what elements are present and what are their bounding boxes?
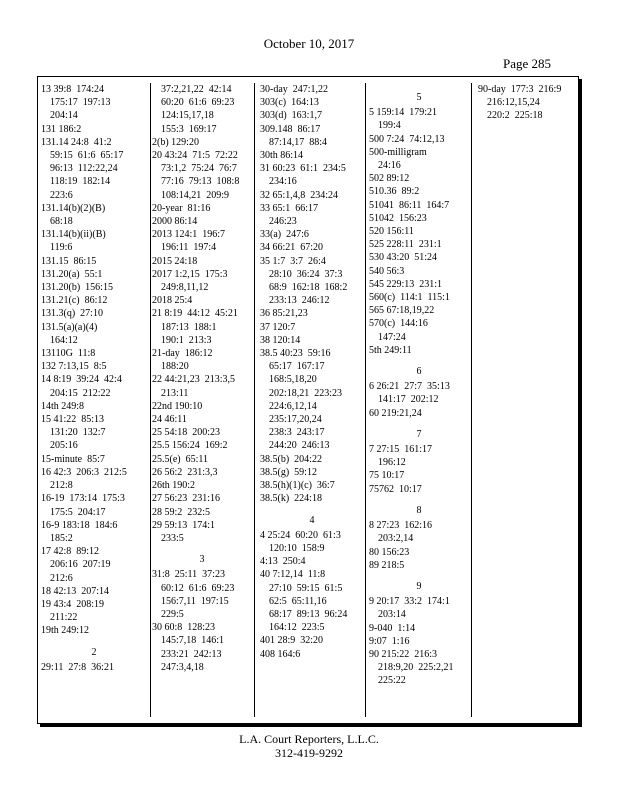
index-entry bbox=[41, 413, 147, 453]
index-entry-term: 75762 10:17 bbox=[369, 483, 422, 495]
court-reporter-name: L.A. Court Reporters, L.L.C. bbox=[239, 732, 379, 746]
index-entry bbox=[260, 162, 364, 188]
index-entry-term: 560(c) 114:1 115:1 bbox=[369, 292, 450, 304]
index-entry-term: 2(b) 129:20 bbox=[152, 136, 199, 148]
index-entry bbox=[369, 225, 469, 238]
index-entry-pages: 206:16 207:19 bbox=[50, 559, 111, 571]
index-entry bbox=[260, 228, 364, 241]
index-entry bbox=[369, 546, 469, 559]
index-entry-pages: 196:11 197:4 bbox=[161, 242, 217, 254]
index-entry-term: 19th 249:12 bbox=[41, 625, 90, 637]
index-entry bbox=[369, 622, 469, 635]
index-entry bbox=[152, 83, 252, 136]
letter-heading: 5 bbox=[416, 92, 422, 103]
index-entry-pages: 187:13 188:1 bbox=[161, 321, 217, 333]
index-entry bbox=[41, 123, 147, 136]
index-entry-pages: 28:10 36:24 37:3 bbox=[269, 268, 343, 280]
index-entry bbox=[369, 407, 469, 420]
index-column-3 bbox=[260, 83, 364, 661]
index-entry-term: 21-day 186:12 bbox=[152, 348, 213, 360]
index-entry bbox=[260, 96, 364, 109]
index-entry-term: 408 164:6 bbox=[260, 648, 301, 660]
index-entry-term: 22 44:21,23 213:3,5 bbox=[152, 374, 236, 386]
index-frame bbox=[37, 76, 579, 724]
index-entry-term: 510.36 89:2 bbox=[369, 186, 420, 198]
index-entry-term: 545 229:13 231:1 bbox=[369, 278, 443, 290]
index-entry-term: 500 7:24 74:12,13 bbox=[369, 133, 445, 145]
index-entry-term: 2017 1:2,15 175:3 bbox=[152, 268, 228, 280]
index-entry bbox=[369, 265, 469, 278]
index-entry-pages: 175:5 204:17 bbox=[50, 506, 106, 518]
index-entry-term: 530 43:20 51:24 bbox=[369, 252, 438, 264]
index-entry-term: 38 120:14 bbox=[260, 334, 301, 346]
index-entry bbox=[152, 307, 252, 347]
index-entry-term: 8 27:23 162:16 bbox=[369, 520, 433, 532]
index-entry-term: 16-19 173:14 175:3 bbox=[41, 493, 125, 505]
index-entry bbox=[260, 109, 364, 122]
index-entry-pages: 60:20 61:6 69:23 bbox=[161, 97, 235, 109]
index-entry-pages: 141:17 202:12 bbox=[378, 394, 439, 406]
index-entry-pages: 212:6 bbox=[50, 572, 73, 584]
index-entry-term: 16-9 183:18 184:6 bbox=[41, 519, 118, 531]
index-entry bbox=[369, 519, 469, 545]
index-entry bbox=[152, 453, 252, 466]
index-entry-term: 4:13 250:4 bbox=[260, 556, 306, 568]
index-entry-term: 33(a) 247:6 bbox=[260, 229, 309, 241]
index-entry-pages: 246:23 bbox=[269, 216, 297, 228]
index-entry-pages: 202:18,21 223:23 bbox=[269, 387, 343, 399]
index-entry bbox=[152, 347, 252, 373]
index-entry bbox=[41, 136, 147, 202]
column-divider bbox=[365, 83, 366, 717]
index-entry-term: 570(c) 144:16 bbox=[369, 318, 428, 330]
index-entry bbox=[41, 268, 147, 281]
index-entry-pages: 87:14,17 88:4 bbox=[269, 136, 328, 148]
index-entry-term: 21 8:19 44:12 45:21 bbox=[152, 308, 238, 320]
index-entry bbox=[41, 202, 147, 228]
index-entry-term: 20 43:24 71:5 72:22 bbox=[152, 150, 238, 162]
index-entry-term: 26th 190:2 bbox=[152, 480, 196, 492]
index-entry-term: 131.15 86:15 bbox=[41, 255, 97, 267]
index-entry bbox=[41, 83, 147, 123]
index-entry bbox=[369, 106, 469, 132]
index-entry-term: 90 215:22 216:3 bbox=[369, 648, 438, 660]
index-entry bbox=[260, 149, 364, 162]
index-entry-term: 16 42:3 206:3 212:5 bbox=[41, 466, 127, 478]
index-entry-pages: 164:12 bbox=[50, 334, 78, 346]
index-entry-term: 14th 249:8 bbox=[41, 400, 85, 412]
index-entry bbox=[369, 278, 469, 291]
index-entry bbox=[41, 624, 147, 637]
index-entry bbox=[41, 519, 147, 545]
index-entry bbox=[369, 304, 469, 317]
index-entry bbox=[478, 83, 578, 123]
index-entry bbox=[369, 648, 469, 688]
index-entry-pages: 204:14 bbox=[50, 110, 78, 122]
index-entry bbox=[260, 453, 364, 466]
index-entry-term: 30 60:8 128:23 bbox=[152, 622, 216, 634]
index-entry-term: 31:8 25:11 37:23 bbox=[152, 569, 225, 581]
index-entry-term: 15-minute 85:7 bbox=[41, 453, 105, 465]
index-entry bbox=[152, 506, 252, 519]
index-entry bbox=[369, 595, 469, 621]
index-entry bbox=[369, 344, 469, 357]
index-entry-pages: 213:11 bbox=[161, 387, 189, 399]
index-entry bbox=[369, 146, 469, 172]
index-entry-pages: 188:20 bbox=[161, 361, 189, 373]
index-entry-term: 25.5(e) 65:11 bbox=[152, 453, 209, 465]
index-entry-term: 131.14 24:8 41:2 bbox=[41, 136, 112, 148]
court-reporter-phone: 312-419-9292 bbox=[275, 746, 343, 760]
index-entry bbox=[152, 373, 252, 399]
index-entry-term: 26 56:2 231:3,3 bbox=[152, 466, 218, 478]
index-entry-term: 2018 25:4 bbox=[152, 295, 193, 307]
index-entry-term: 502 89:12 bbox=[369, 173, 410, 185]
index-entry-pages: 59:15 61:6 65:17 bbox=[50, 150, 124, 162]
index-entry-term: 33 65:1 66:17 bbox=[260, 202, 319, 214]
index-entry-pages: 185:2 bbox=[50, 532, 73, 544]
index-entry-pages: 65:17 167:17 bbox=[269, 361, 325, 373]
index-entry-term: 90-day 177:3 216:9 bbox=[478, 84, 562, 95]
index-entry bbox=[369, 185, 469, 198]
index-entry-term: 131.5(a)(a)(4) bbox=[41, 321, 98, 333]
index-entry-term: 9 20:17 33:2 174:1 bbox=[369, 596, 450, 608]
index-entry-pages: 247:3,4,18 bbox=[161, 661, 204, 673]
index-entry-term: 38.5(g) 59:12 bbox=[260, 466, 317, 478]
index-entry bbox=[41, 360, 147, 373]
index-entry-pages: 225:22 bbox=[378, 675, 406, 687]
index-entry bbox=[369, 469, 469, 482]
index-entry-pages: 108:14,21 209:9 bbox=[161, 189, 230, 201]
index-entry bbox=[369, 443, 469, 469]
index-entry bbox=[260, 634, 364, 647]
index-entry-pages: 168:5,18,20 bbox=[269, 374, 317, 386]
index-entry bbox=[369, 172, 469, 185]
index-entry-term: 17 42:8 89:12 bbox=[41, 546, 100, 558]
index-entry-term: 131.3(q) 27:10 bbox=[41, 308, 103, 320]
letter-heading: 8 bbox=[416, 504, 422, 516]
index-entry-term: 40 7:12,14 11:8 bbox=[260, 569, 326, 581]
index-entry-term: 38.5(h)(1)(c) 36:7 bbox=[260, 480, 335, 492]
index-entry bbox=[260, 492, 364, 505]
index-entry-term: 131.14(b)(ii)(B) bbox=[41, 229, 106, 241]
index-entry-term: 28 59:2 232:5 bbox=[152, 506, 211, 518]
index-entry bbox=[41, 307, 147, 320]
index-entry-term: 5 159:14 179:21 bbox=[369, 107, 438, 119]
index-entry-term: 4 25:24 60:20 61:3 bbox=[260, 529, 341, 541]
index-entry bbox=[369, 238, 469, 251]
index-entry bbox=[152, 621, 252, 674]
index-entry bbox=[260, 529, 364, 555]
index-entry bbox=[41, 255, 147, 268]
index-entry-term: 38.5 40:23 59:16 bbox=[260, 348, 331, 360]
index-entry-term: 540 56:3 bbox=[369, 265, 405, 277]
index-entry bbox=[260, 307, 364, 320]
index-entry-pages: 68:18 bbox=[50, 216, 73, 228]
index-entry bbox=[369, 559, 469, 572]
index-entry-term: 35 1:7 3:7 26:4 bbox=[260, 255, 326, 267]
index-entry bbox=[152, 136, 252, 149]
index-entry-pages: 118:19 182:14 bbox=[50, 176, 111, 188]
index-entry bbox=[41, 347, 147, 360]
index-entry bbox=[152, 568, 252, 621]
index-entry bbox=[369, 251, 469, 264]
index-entry bbox=[369, 199, 469, 212]
index-entry-pages: 234:16 bbox=[269, 176, 297, 188]
index-entry bbox=[260, 466, 364, 479]
index-entry-term: 565 67:18,19,22 bbox=[369, 305, 435, 317]
index-entry-term: 131 186:2 bbox=[41, 123, 82, 135]
index-entry-pages: 68:9 162:18 168:2 bbox=[269, 282, 348, 294]
index-entry-term: 131.20(a) 55:1 bbox=[41, 268, 103, 280]
index-entry-term: 131.20(b) 156:15 bbox=[41, 282, 113, 294]
index-entry bbox=[260, 479, 364, 492]
index-entry bbox=[260, 83, 364, 96]
index-entry-pages: 156:7,11 197:15 bbox=[161, 595, 229, 607]
column-divider bbox=[150, 83, 151, 717]
index-entry-term: 13110G 11:8 bbox=[41, 348, 96, 360]
index-entry-pages: 119:6 bbox=[50, 242, 73, 254]
index-entry-term: 13 39:8 174:24 bbox=[41, 84, 105, 95]
page-number: Page 285 bbox=[503, 56, 552, 71]
index-entry-term: 20-year 81:16 bbox=[152, 202, 211, 214]
index-entry-term: 2013 124:1 196:7 bbox=[152, 229, 226, 241]
index-entry-term: 9:07 1:16 bbox=[369, 635, 410, 647]
index-entry-term: 89 218:5 bbox=[369, 559, 405, 571]
index-entry-pages: 27:10 59:15 61:5 bbox=[269, 582, 343, 594]
index-entry-term: 25.5 156:24 169:2 bbox=[152, 440, 228, 452]
index-entry-pages: 203:14 bbox=[378, 609, 406, 621]
index-column-2 bbox=[152, 83, 252, 674]
letter-heading: 2 bbox=[91, 646, 97, 658]
index-entry-pages: 145:7,18 146:1 bbox=[161, 635, 225, 647]
index-entry-pages: 229:5 bbox=[161, 608, 184, 620]
index-entry-pages: 249:8,11,12 bbox=[161, 282, 209, 294]
index-entry bbox=[152, 479, 252, 492]
index-entry-term: 30-day 247:1,22 bbox=[260, 84, 329, 95]
index-entry bbox=[260, 347, 364, 453]
index-entry bbox=[260, 555, 364, 568]
index-entry bbox=[260, 321, 364, 334]
index-entry-pages: 155:3 169:17 bbox=[161, 123, 217, 135]
index-entry-term: 32 65:1,4,8 234:24 bbox=[260, 189, 339, 201]
index-entry-term: 29:11 27:8 36:21 bbox=[41, 661, 114, 673]
index-entry-pages: 218:9,20 225:2,21 bbox=[378, 662, 454, 674]
index-entry bbox=[152, 294, 252, 307]
index-entry bbox=[369, 317, 469, 343]
index-entry bbox=[369, 380, 469, 406]
index-entry-term: 2015 24:18 bbox=[152, 255, 198, 267]
index-entry bbox=[260, 255, 364, 308]
letter-heading: 3 bbox=[199, 554, 205, 566]
index-entry bbox=[41, 228, 147, 254]
index-entry-term: 132 7:13,15 8:5 bbox=[41, 361, 107, 373]
index-entry-term: 80 156:23 bbox=[369, 546, 410, 558]
index-entry bbox=[260, 189, 364, 202]
index-entry-pages: 204:15 212:22 bbox=[50, 387, 111, 399]
index-entry-pages: 124:15,17,18 bbox=[161, 110, 214, 122]
index-column-1 bbox=[41, 83, 147, 674]
index-entry-pages: 233:21 242:13 bbox=[161, 648, 222, 660]
letter-heading: 7 bbox=[416, 428, 422, 440]
index-entry bbox=[369, 483, 469, 496]
index-entry-pages: 233:13 246:12 bbox=[269, 295, 330, 307]
index-entry-pages: 190:1 213:3 bbox=[161, 334, 212, 346]
index-column-4 bbox=[369, 83, 469, 688]
index-entry-pages: 216:12,15,24 bbox=[487, 97, 540, 109]
index-entry-term: 38.5(b) 204:22 bbox=[260, 453, 322, 465]
index-entry bbox=[41, 281, 147, 294]
index-entry-term: 309.148 86:17 bbox=[260, 123, 321, 135]
index-entry-term: 303(d) 163:1,7 bbox=[260, 110, 322, 122]
index-entry bbox=[152, 202, 252, 215]
index-entry-term: 25 54:18 200:23 bbox=[152, 427, 221, 439]
index-entry-term: 14 8:19 39:24 42:4 bbox=[41, 374, 122, 386]
index-entry-term: 15 41:22 85:13 bbox=[41, 414, 105, 426]
index-entry bbox=[152, 255, 252, 268]
index-entry bbox=[41, 453, 147, 466]
index-entry-pages: 60:12 61:6 69:23 bbox=[161, 582, 235, 594]
index-entry-pages: 196:12 bbox=[378, 457, 406, 469]
letter-heading: 9 bbox=[416, 580, 422, 592]
index-entry-pages: 205:16 bbox=[50, 440, 78, 452]
index-entry-pages: 164:12 223:5 bbox=[269, 622, 325, 634]
index-entry-pages: 62:5 65:11,16 bbox=[269, 595, 327, 607]
index-entry-term: 6 26:21 27:7 35:13 bbox=[369, 381, 450, 393]
index-entry bbox=[152, 519, 252, 545]
letter-heading: 4 bbox=[309, 514, 315, 526]
index-entry-pages: 96:13 112:22,24 bbox=[50, 163, 118, 175]
index-entry bbox=[152, 228, 252, 254]
column-divider bbox=[254, 83, 255, 717]
index-entry-term: 9-040 1:14 bbox=[369, 622, 416, 634]
index-column-5 bbox=[478, 83, 578, 123]
index-entry bbox=[41, 373, 147, 399]
index-entry-term: 520 156:11 bbox=[369, 226, 414, 238]
index-entry bbox=[260, 568, 364, 634]
index-entry-pages: 212:8 bbox=[50, 480, 73, 492]
index-entry-pages: 238:3 243:17 bbox=[269, 427, 325, 439]
index-entry bbox=[41, 598, 147, 624]
index-entry-pages: 68:17 89:13 96:24 bbox=[269, 608, 348, 620]
index-entry-pages: 220:2 225:18 bbox=[487, 110, 543, 122]
index-entry-term: 500-milligram bbox=[369, 146, 427, 158]
index-entry bbox=[152, 400, 252, 413]
index-entry-pages: 233:5 bbox=[161, 532, 184, 544]
index-entry-term: 38.5(k) 224:18 bbox=[260, 493, 322, 505]
index-entry-pages: 211:22 bbox=[50, 612, 78, 624]
index-entry bbox=[369, 635, 469, 648]
index-entry-term: 60 219:21,24 bbox=[369, 407, 422, 419]
index-entry bbox=[41, 400, 147, 413]
index-entry-term: 19 43:4 208:19 bbox=[41, 598, 105, 610]
index-entry-pages: 244:20 246:13 bbox=[269, 440, 330, 452]
index-entry-term: 51041 86:11 164:7 bbox=[369, 199, 450, 211]
index-entry-pages: 131:20 132:7 bbox=[50, 427, 106, 439]
letter-heading: 6 bbox=[416, 366, 422, 378]
index-entry-term: 131.14(b)(2)(B) bbox=[41, 202, 106, 214]
index-entry bbox=[369, 212, 469, 225]
index-entry-pages: 147:24 bbox=[378, 331, 406, 343]
index-entry bbox=[152, 439, 252, 452]
index-entry-pages: 73:1,2 75:24 76:7 bbox=[161, 163, 237, 175]
index-entry-term: 37 120:7 bbox=[260, 321, 296, 333]
index-entry-pages: 235:17,20,24 bbox=[269, 414, 322, 426]
index-entry bbox=[152, 466, 252, 479]
index-entry bbox=[260, 241, 364, 254]
index-entry-pages: 223:6 bbox=[50, 189, 73, 201]
index-entry-term: 27 56:23 231:16 bbox=[152, 493, 221, 505]
index-entry bbox=[152, 426, 252, 439]
index-entry bbox=[152, 149, 252, 202]
index-entry-term: 34 66:21 67:20 bbox=[260, 242, 324, 254]
index-entry-term: 51042 156:23 bbox=[369, 212, 427, 224]
index-entry bbox=[260, 202, 364, 228]
index-entry-term: 5th 249:11 bbox=[369, 344, 412, 356]
index-entry-term: 36 85:21,23 bbox=[260, 308, 308, 320]
index-entry-term: 525 228:11 231:1 bbox=[369, 239, 442, 251]
column-divider bbox=[471, 83, 472, 717]
index-entry-term: 22nd 190:10 bbox=[152, 400, 203, 412]
index-entry-term: 2000 86:14 bbox=[152, 216, 198, 228]
index-entry-pages: 199:4 bbox=[378, 120, 401, 132]
index-entry-pages: 203:2,14 bbox=[378, 533, 414, 545]
index-entry bbox=[41, 294, 147, 307]
index-entry-term: 7 27:15 161:17 bbox=[369, 444, 433, 456]
index-entry bbox=[260, 648, 364, 661]
index-entry bbox=[152, 215, 252, 228]
index-entry-pages: 175:17 197:13 bbox=[50, 97, 111, 109]
index-entry bbox=[152, 268, 252, 294]
index-entry bbox=[369, 291, 469, 304]
index-entry bbox=[41, 466, 147, 492]
index-entry bbox=[41, 585, 147, 598]
transcript-date: October 10, 2017 bbox=[263, 36, 355, 51]
index-entry-term: 131.21(c) 86:12 bbox=[41, 295, 108, 307]
index-entry-term: 401 28:9 32:20 bbox=[260, 635, 324, 647]
index-entry-term: 24 46:11 bbox=[152, 414, 187, 426]
index-entry-term: 303(c) 164:13 bbox=[260, 97, 319, 109]
index-entry bbox=[152, 413, 252, 426]
index-entry bbox=[152, 492, 252, 505]
index-entry bbox=[260, 334, 364, 347]
index-entry bbox=[369, 133, 469, 146]
index-entry bbox=[41, 545, 147, 585]
index-entry bbox=[41, 321, 147, 347]
index-entry bbox=[260, 123, 364, 149]
index-entry-term: 31 60:23 61:1 234:5 bbox=[260, 163, 346, 175]
index-entry-pages: 224:6,12,14 bbox=[269, 400, 317, 412]
index-entry-pages: 77:16 79:13 108:8 bbox=[161, 176, 240, 188]
index-entry-term: 30th 86:14 bbox=[260, 150, 304, 162]
index-entry-term: 29 59:13 174:1 bbox=[152, 519, 216, 531]
index-entry-pages: 120:10 158:9 bbox=[269, 542, 325, 554]
index-entry bbox=[41, 492, 147, 518]
index-entry-pages: 24:16 bbox=[378, 160, 401, 172]
index-entry bbox=[41, 661, 147, 674]
index-entry-term: 18 42:13 207:14 bbox=[41, 585, 110, 597]
index-entry-term: 37:2,21,22 42:14 bbox=[161, 84, 232, 95]
index-entry-term: 75 10:17 bbox=[369, 470, 405, 482]
